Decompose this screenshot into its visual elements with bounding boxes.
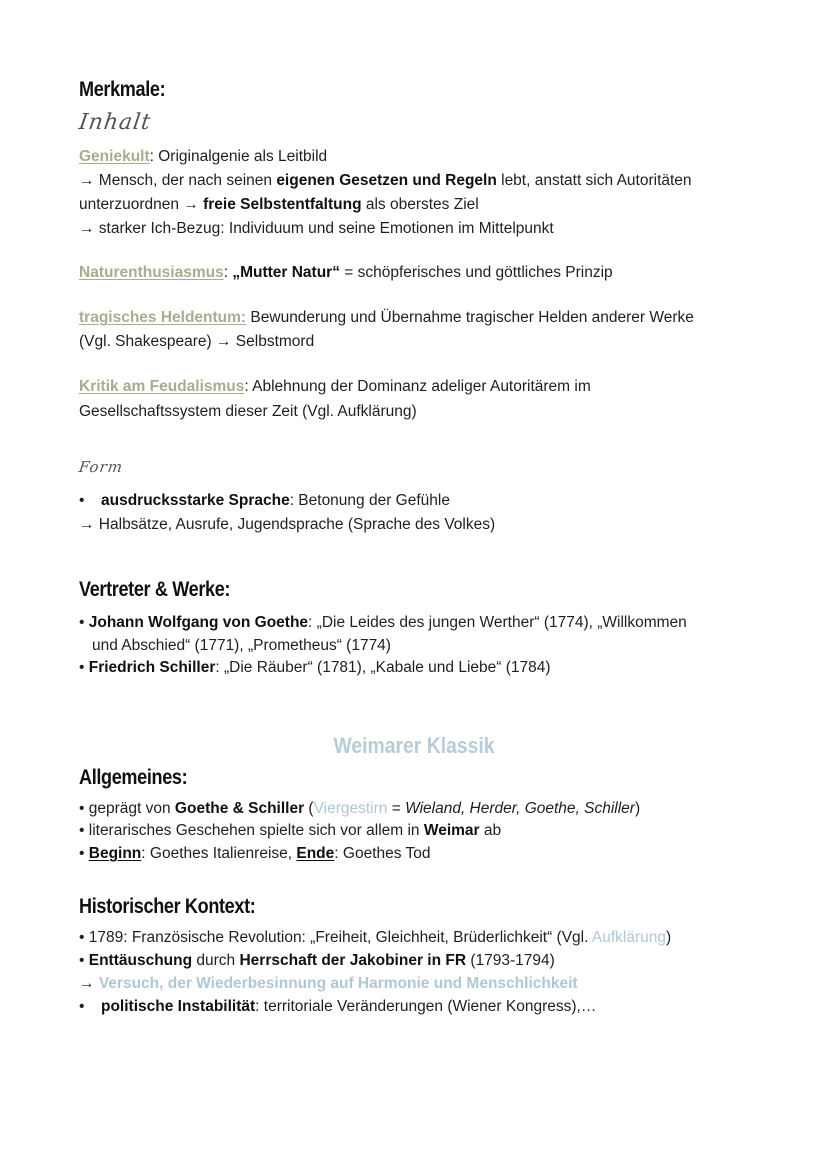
heading-historischer-kontext: Historischer Kontext: — [79, 895, 256, 918]
geniekult-line-1: Geniekult: Originalgenie als Leitbild — [79, 148, 328, 165]
heading-allgemeines: Allgemeines: — [79, 766, 188, 789]
keyword-heldentum: tragisches Heldentum: — [79, 309, 247, 326]
bullet: • — [79, 492, 85, 509]
sprache-line-2: → Halbsätze, Ausrufe, Jugendsprache (Sprache des Volkes) — [79, 516, 496, 533]
accent-aufklaerung: Aufklärung — [591, 929, 666, 946]
vertreter-goethe-line-2: und Abschied“ (1771), „Prometheus“ (1774) — [92, 637, 391, 654]
allgemeines-item-3: • Beginn: Goethes Italienreise, Ende: Goethes Tod — [79, 845, 431, 862]
feudalismus-line-2: Gesellschaftssystem dieser Zeit (Vgl. Aufklärung) — [79, 403, 417, 420]
section-title-weimarer-klassik: Weimarer Klassik — [333, 733, 495, 758]
label-form: Form — [77, 458, 125, 476]
label-inhalt: Inhalt — [77, 110, 153, 135]
vertreter-goethe-line-1: • Johann Wolfgang von Goethe: „Die Leides des jungen Werther“ (1774), „Willkommen — [79, 614, 687, 631]
heldentum-line-2: (Vgl. Shakespeare) → Selbstmord — [79, 333, 315, 350]
vertreter-schiller-line: • Friedrich Schiller: „Die Räuber“ (1781), „Kabale und Liebe“ (1784) — [79, 659, 551, 676]
heading-vertreter: Vertreter & Werke: — [79, 578, 231, 601]
kontext-item-3: → Versuch, der Wiederbesinnung auf Harmonie und Menschlichkeit — [79, 975, 578, 992]
keyword-geniekult: Geniekult — [79, 148, 150, 165]
accent-viergestirn: Viergestirn — [313, 800, 388, 817]
kontext-item-4: • politische Instabilität: territoriale Veränderungen (Wiener Kongress),… — [79, 998, 597, 1015]
sprache-line-1: • ausdrucksstarke Sprache: Betonung der Gefühle — [79, 492, 450, 509]
geniekult-line-4: → starker Ich-Bezug: Individuum und seine Emotionen im Mittelpunkt — [79, 220, 554, 237]
feudalismus-line-1: Kritik am Feudalismus: Ablehnung der Dominanz adeliger Autoritärem im — [79, 378, 591, 395]
allgemeines-item-2: • literarisches Geschehen spielte sich vor allem in Weimar ab — [79, 822, 502, 839]
beginn-label: Beginn — [88, 845, 142, 862]
accent-versuch: Versuch, der Wiederbesinnung auf Harmonie und Menschlichkeit — [98, 975, 578, 992]
naturenthusiasmus-line: Naturenthusiasmus: „Mutter Natur“ = schöpferisches und göttliches Prinzip — [79, 264, 613, 281]
kontext-item-1: • 1789: Französische Revolution: „Freiheit, Gleichheit, Brüderlichkeit“ (Vgl. Aufklärung) — [79, 929, 672, 946]
geniekult-line-2: → Mensch, der nach seinen eigenen Gesetzen und Regeln lebt, anstatt sich Autoritäten — [79, 172, 692, 189]
ende-label: Ende — [296, 845, 335, 862]
kontext-item-2: • Enttäuschung durch Herrschaft der Jakobiner in FR (1793-1794) — [79, 952, 555, 969]
heading-merkmale: Merkmale: — [79, 78, 166, 101]
keyword-feudalismus: Kritik am Feudalismus — [79, 378, 245, 395]
keyword-naturenthusiasmus: Naturenthusiasmus — [79, 264, 224, 281]
heldentum-line-1: tragisches Heldentum: Bewunderung und Übernahme tragischer Helden anderer Werke — [79, 309, 694, 326]
geniekult-line-3: unterzuordnen → freie Selbstentfaltung als oberstes Ziel — [79, 196, 479, 213]
allgemeines-item-1: • geprägt von Goethe & Schiller (Viergestirn = Wieland, Herder, Goethe, Schiller) — [79, 800, 641, 817]
